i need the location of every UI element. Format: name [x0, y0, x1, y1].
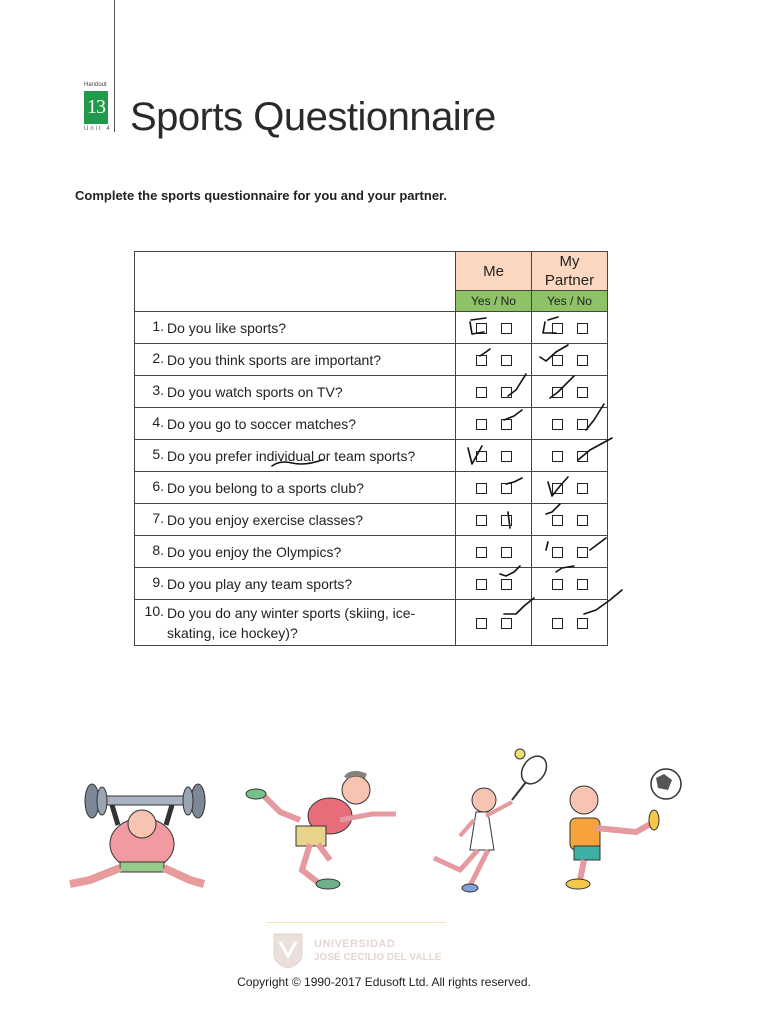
me-yes-checkbox[interactable]: [476, 483, 487, 494]
answer-cell-me: [456, 376, 532, 408]
question-number: 3.: [152, 381, 164, 398]
question-number: 2.: [152, 349, 164, 366]
me-no-checkbox[interactable]: [501, 483, 512, 494]
page-title: Sports Questionnaire: [130, 95, 496, 139]
question-text: Do you like sports?: [167, 319, 287, 336]
instructions-text: Complete the sports questionnaire for you and your partner.: [75, 188, 447, 203]
partner-no-checkbox[interactable]: [577, 547, 588, 558]
question-row: [135, 312, 608, 344]
me-no-checkbox[interactable]: [501, 451, 512, 462]
question-cell: [135, 440, 456, 472]
question-number: 8.: [152, 541, 164, 558]
question-text: Do you do any winter sports (skiing, ice-skating, ice hockey)?: [167, 604, 416, 641]
me-no-checkbox[interactable]: [501, 387, 512, 398]
question-cell: [135, 312, 456, 344]
partner-yes-checkbox[interactable]: [552, 547, 563, 558]
question-row: [135, 440, 608, 472]
question-row: [135, 568, 608, 600]
me-yes-checkbox[interactable]: [476, 419, 487, 430]
partner-no-checkbox[interactable]: [577, 355, 588, 366]
question-text: Do you play any team sports?: [167, 575, 353, 592]
watermark-line1: UNIVERSIDAD: [314, 938, 396, 950]
question-text: Do you think sports are important?: [167, 351, 381, 368]
table-header-row: [135, 252, 608, 291]
answer-cell-me: [456, 344, 532, 376]
watermark-rule: [266, 922, 446, 923]
weightlifter-illustration: [70, 784, 205, 884]
unit-label: Unit 4: [84, 126, 112, 132]
question-row: [135, 376, 608, 408]
partner-no-checkbox[interactable]: [577, 451, 588, 462]
question-number: 5.: [152, 445, 164, 462]
question-row: [135, 600, 608, 646]
answer-cell-partner: [532, 408, 608, 440]
header-partner-line1: My: [559, 253, 580, 270]
answer-cell-me: [456, 472, 532, 504]
partner-yes-checkbox[interactable]: [552, 515, 563, 526]
answer-cell-me: [456, 312, 532, 344]
me-yes-checkbox[interactable]: [476, 547, 487, 558]
me-no-checkbox[interactable]: [501, 515, 512, 526]
me-yes-checkbox[interactable]: [476, 387, 487, 398]
partner-yes-checkbox[interactable]: [552, 355, 563, 366]
partner-yes-checkbox[interactable]: [552, 483, 563, 494]
me-no-checkbox[interactable]: [501, 547, 512, 558]
partner-no-checkbox[interactable]: [577, 323, 588, 334]
answer-cell-partner: [532, 600, 608, 646]
partner-yes-checkbox[interactable]: [552, 387, 563, 398]
question-text: Do you watch sports on TV?: [167, 383, 343, 400]
question-row: [135, 504, 608, 536]
question-cell: [135, 344, 456, 376]
partner-no-checkbox[interactable]: [577, 618, 588, 629]
question-text: Do you belong to a sports club?: [167, 479, 364, 496]
question-number: 1.: [152, 317, 164, 334]
partner-yes-checkbox[interactable]: [552, 323, 563, 334]
question-number: 9.: [152, 573, 164, 590]
question-text: Do you prefer individual or team sports?: [167, 447, 416, 464]
header-me: [456, 252, 532, 291]
answer-cell-partner: [532, 376, 608, 408]
me-yes-checkbox[interactable]: [476, 579, 487, 590]
questionnaire-table: [134, 251, 608, 646]
answer-cell-partner: [532, 536, 608, 568]
me-no-checkbox[interactable]: [501, 419, 512, 430]
question-cell: [135, 504, 456, 536]
margin-line: [114, 0, 115, 132]
question-text: Do you go to soccer matches?: [167, 415, 357, 432]
answer-cell-me: [456, 440, 532, 472]
partner-yes-checkbox[interactable]: [552, 451, 563, 462]
question-row: [135, 408, 608, 440]
answer-cell-partner: [532, 312, 608, 344]
answer-cell-me: [456, 408, 532, 440]
question-number: 6.: [152, 477, 164, 494]
question-cell: [135, 408, 456, 440]
partner-no-checkbox[interactable]: [577, 579, 588, 590]
tennis-player-illustration: [434, 749, 552, 892]
answer-cell-me: [456, 536, 532, 568]
question-row: [135, 344, 608, 376]
yes-no-row: [135, 291, 608, 312]
partner-no-checkbox[interactable]: [577, 515, 588, 526]
answer-cell-me: [456, 504, 532, 536]
me-yes-checkbox[interactable]: [476, 451, 487, 462]
partner-yes-checkbox[interactable]: [552, 618, 563, 629]
header-partner-line2: Partner: [544, 272, 595, 289]
me-yes-checkbox[interactable]: [476, 515, 487, 526]
header-blank-cell-2: [135, 291, 456, 312]
question-cell: [135, 376, 456, 408]
answer-cell-partner: [532, 472, 608, 504]
question-text: Do you enjoy exercise classes?: [167, 511, 364, 528]
sports-illustrations: [0, 740, 768, 900]
question-number: 10.: [144, 602, 164, 619]
answer-cell-me: [456, 600, 532, 646]
soccer-player-illustration: [566, 769, 681, 889]
university-watermark: [270, 930, 470, 974]
me-no-checkbox[interactable]: [501, 355, 512, 366]
question-text: Do you enjoy the Olympics?: [167, 543, 342, 560]
me-no-checkbox[interactable]: [501, 323, 512, 334]
answer-cell-me: [456, 568, 532, 600]
partner-yes-checkbox[interactable]: [552, 419, 563, 430]
me-yes-checkbox[interactable]: [476, 355, 487, 366]
handout-number-badge: 13: [84, 91, 108, 124]
question-cell: [135, 472, 456, 504]
question-cell: [135, 536, 456, 568]
university-crest-icon: [270, 930, 306, 970]
question-number: 7.: [152, 509, 164, 526]
partner-no-checkbox[interactable]: [577, 387, 588, 398]
yes-no-partner: Yes / No: [532, 291, 608, 312]
answer-cell-partner: [532, 440, 608, 472]
copyright-footer: Copyright © 1990-2017 Edusoft Ltd. All rights reserved.: [237, 975, 531, 989]
question-row: [135, 536, 608, 568]
answer-cell-partner: [532, 344, 608, 376]
header-me-label: Me: [483, 262, 504, 280]
partner-yes-checkbox[interactable]: [552, 579, 563, 590]
partner-no-checkbox[interactable]: [577, 419, 588, 430]
yes-no-me: Yes / No: [456, 291, 532, 312]
runner-illustration: [246, 773, 396, 889]
me-yes-checkbox[interactable]: [476, 323, 487, 334]
question-number: 4.: [152, 413, 164, 430]
answer-cell-partner: [532, 568, 608, 600]
watermark-line2: JOSÉ CECILIO DEL VALLE: [314, 952, 442, 963]
me-no-checkbox[interactable]: [501, 618, 512, 629]
question-row: [135, 472, 608, 504]
me-yes-checkbox[interactable]: [476, 618, 487, 629]
question-cell: [135, 568, 456, 600]
answer-cell-partner: [532, 504, 608, 536]
handout-label: Handout: [84, 82, 107, 88]
partner-no-checkbox[interactable]: [577, 483, 588, 494]
header-blank-cell: [135, 252, 456, 291]
header-partner: [532, 252, 608, 291]
question-cell: [135, 600, 456, 646]
me-no-checkbox[interactable]: [501, 579, 512, 590]
